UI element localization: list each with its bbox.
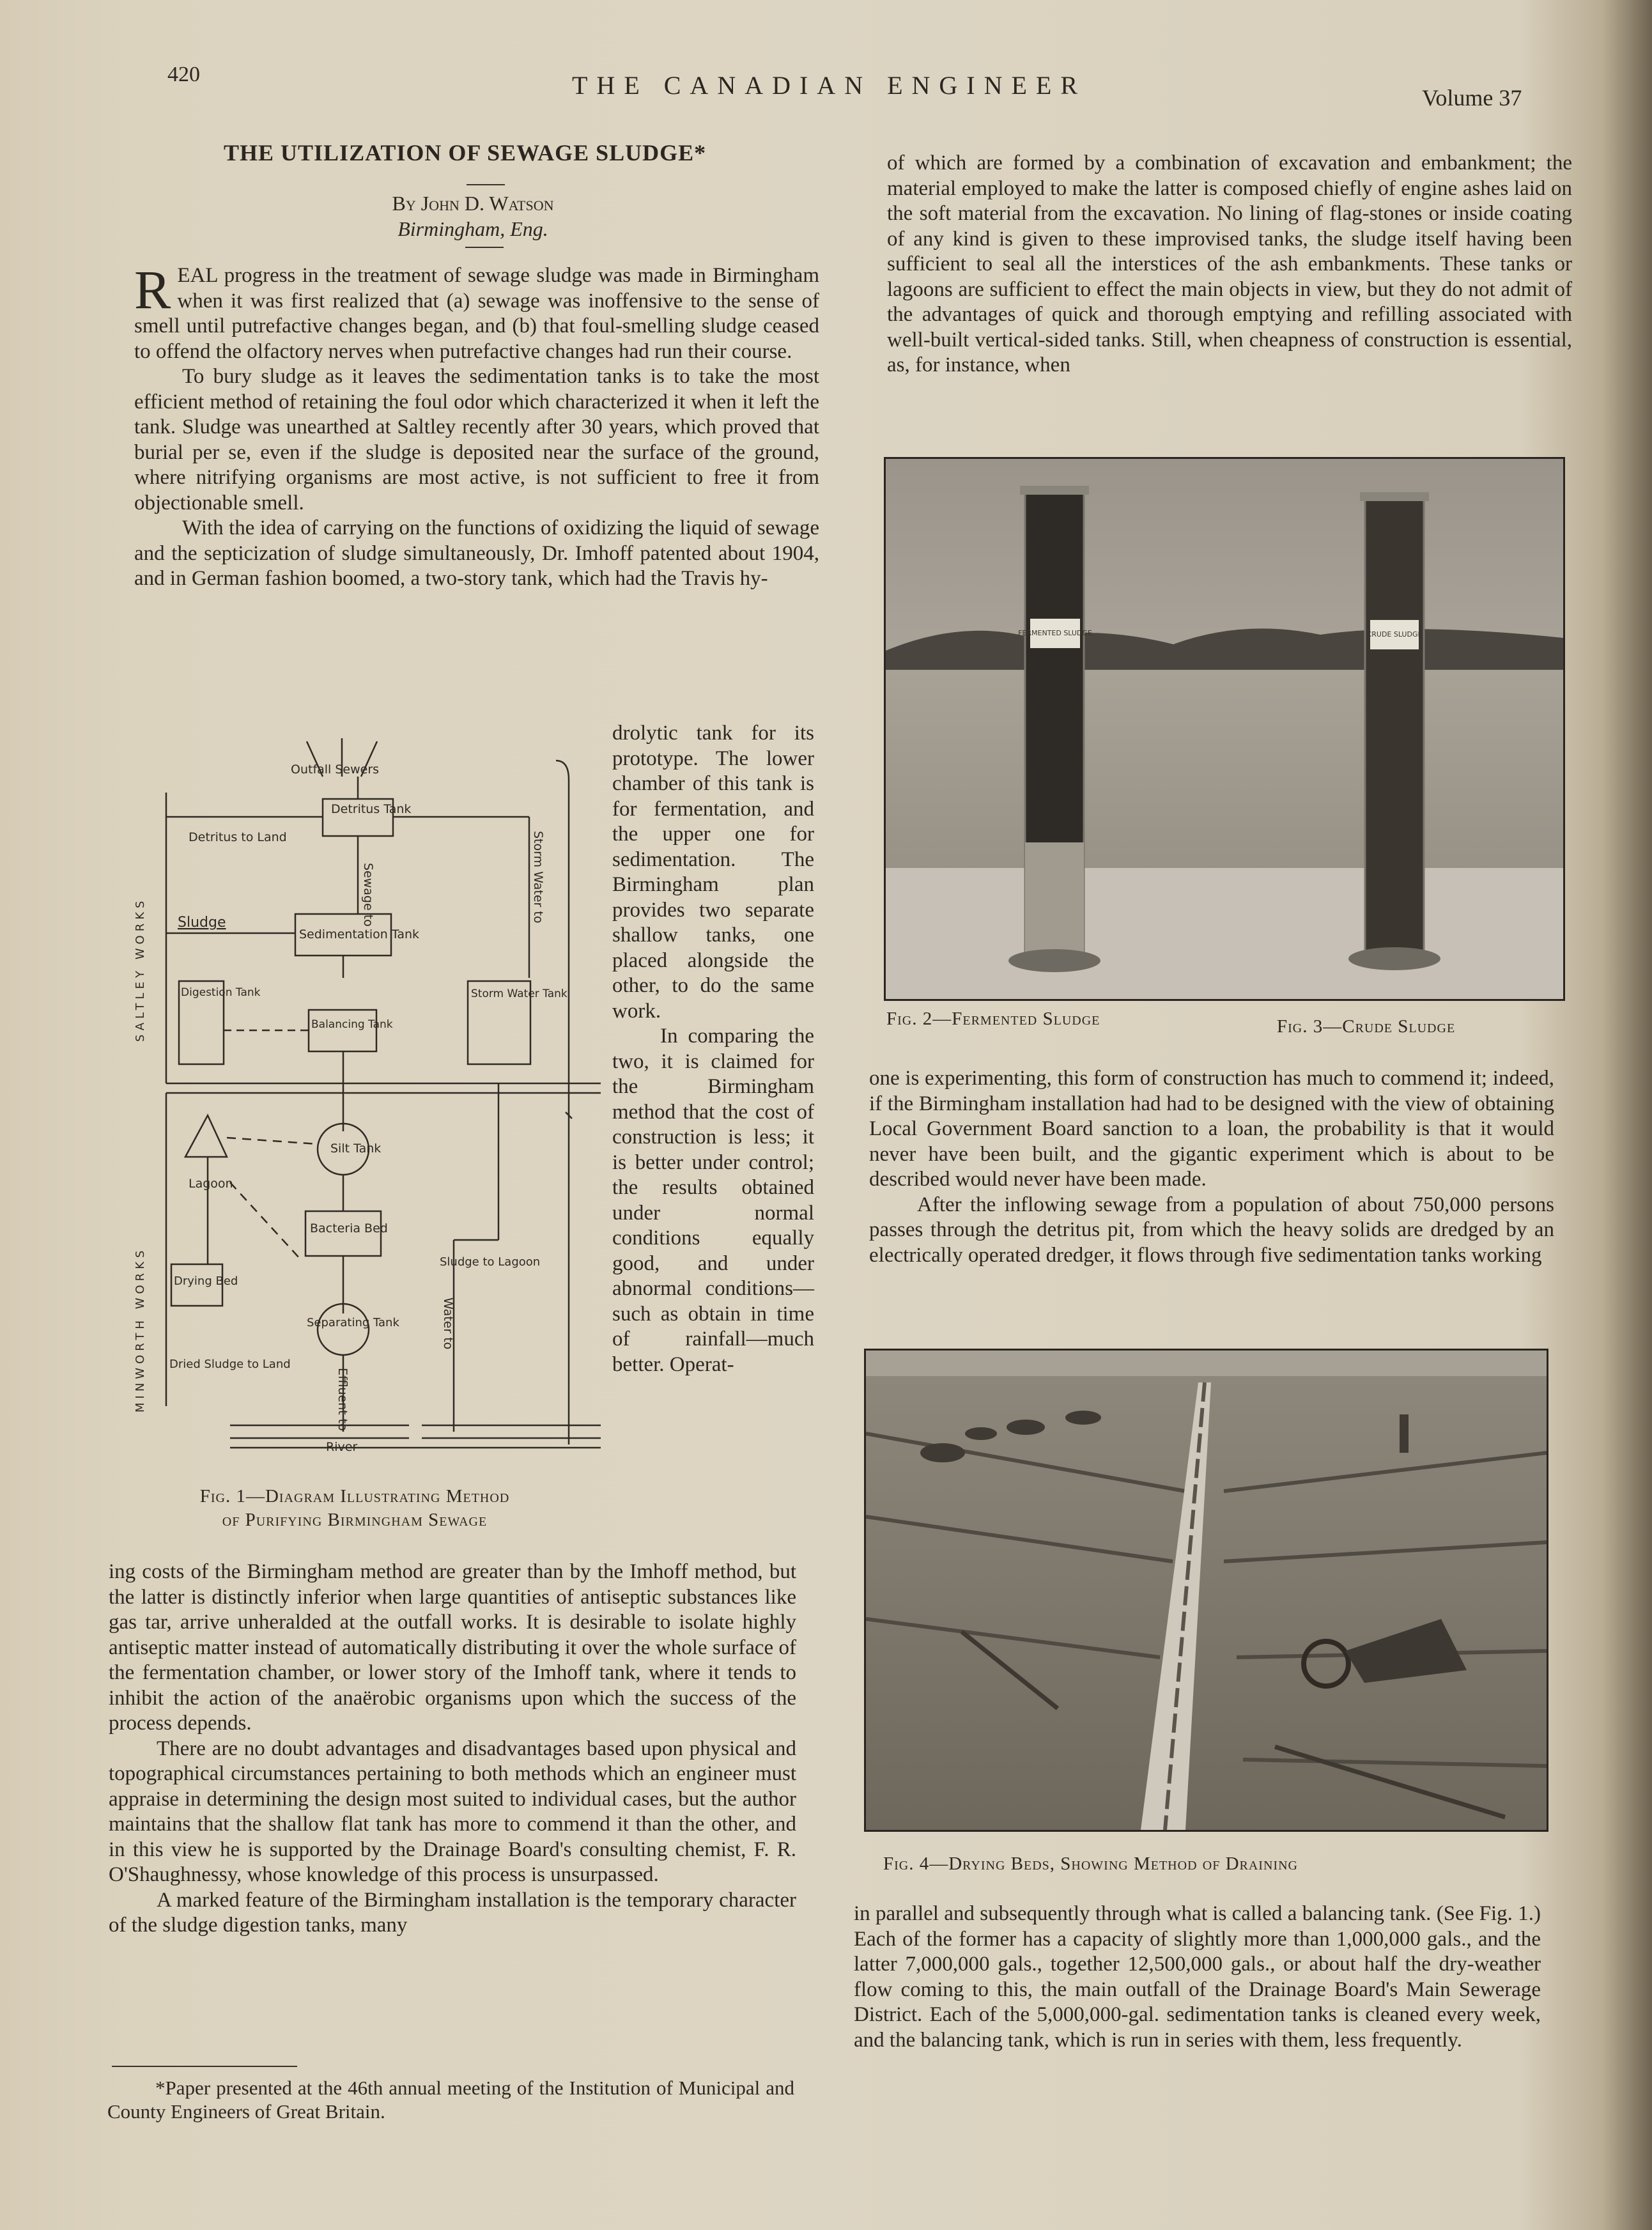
right-column-top <box>887 151 1572 378</box>
right-paragraph-2: one is experimenting, this form of construction has much to commend it; indeed, if the Birmingham installation had had to be designed with the view of obtaining Local Government Board sanction to a loan, the probability is that it would never have been built, and the gigantic experiment which is about to be described would never have been made. <box>869 1067 1554 1191</box>
label-effluent-to: Effluent to <box>336 1368 350 1431</box>
paragraph-2: To bury sludge as it leaves the sedimentation tanks is to take the most efficient method of retaining the foul odor which characterized it when it left the tank. Sludge was unearthed at Saltley recently after 30 years, which proved that burial per se, even if the sludge is deposited near the surface of the ground, where nitrifying organisms are most active, is not sufficient to free it from objectionable smell. <box>134 365 819 515</box>
label-sludge-to-lagoon: Sludge to Lagoon <box>440 1255 541 1269</box>
author-byline: By John D. Watson <box>392 192 554 215</box>
left-column-top <box>134 259 819 592</box>
fig4-caption: Fig. 4—Drying Beds, Showing Method of Draining <box>883 1854 1298 1874</box>
volume-label: Volume 37 <box>1422 85 1522 111</box>
cylinders-illustration <box>886 459 1563 999</box>
label-sludge: Sludge <box>178 915 226 931</box>
paragraph-3-continued: drolytic tank for its prototype. The lower chamber of this tank is for fermentation, and the upper one for sedimentation. The Birmingham plan provides two separate shallow tanks, one placed alongside the other, to do the same work. <box>612 722 814 1023</box>
fig1-caption-line1: Fig. 1—Diagram Illustrating Method <box>199 1486 510 1506</box>
fig2-caption: Fig. 2—Fermented Sludge <box>886 1009 1100 1029</box>
label-bacteria-bed: Bacteria Bed <box>310 1221 388 1235</box>
label-river: River <box>326 1440 358 1454</box>
cylinder-1-label: FERMENTED SLUDGE <box>1018 629 1092 637</box>
author-location: Birmingham, Eng. <box>398 217 548 240</box>
right-paragraph-1: of which are formed by a combination of excavation and embankment; the material employed to make the latter is composed chiefly of engine ashes laid on the soft material from the excavation. No lining of flag-stones or inside coating of any kind is given to these improvised tanks, the sludge itself having been sufficient to seal all the interstices of the ash embankments. These tanks or lagoons are sufficient to effect the main objects in view, but they do not admit of the advantages of quick and thorough emptying and refilling associated with well-built vertical-sided tanks. Still, when cheapness of construction is essential, as, for instance, when <box>887 151 1572 376</box>
label-lagoon: Lagoon <box>189 1177 233 1191</box>
label-sedimentation-tank: Sedimentation Tank <box>299 927 420 941</box>
label-silt-tank: Silt Tank <box>330 1142 382 1156</box>
running-title: THE CANADIAN ENGINEER <box>572 71 1087 100</box>
paragraph-6: A marked feature of the Birmingham installation is the temporary character of the sludge digestion tanks, many <box>109 1888 796 1937</box>
label-outfall-sewers: Outfall Sewers <box>291 763 380 777</box>
label-storm-water-tank: Storm Water Tank <box>471 987 567 1000</box>
byline-divider <box>465 247 504 248</box>
paragraph-4: In comparing the two, it is claimed for the Birmingham method that the cost of construction is less; it is better under control; the results obtained under normal conditions equally good, and under abnormal conditions—such as obtain in time of rainfall—much better. Operat- <box>612 1025 814 1376</box>
footnote-rule <box>112 2066 297 2067</box>
cylinder-2-label: CRUDE SLUDGE <box>1366 630 1423 639</box>
label-minworth-works: MINWORTH WORKS <box>134 1246 147 1413</box>
label-detritus-to-land: Detritus to Land <box>189 830 287 844</box>
label-balancing-tank: Balancing Tank <box>311 1018 393 1031</box>
label-dried-sludge-to-land: Dried Sludge to Land <box>169 1358 291 1371</box>
left-column-bottom <box>109 1560 796 1939</box>
paragraph-5: There are no doubt advantages and disadvantages based upon physical and topographical circumstances pertaining to both methods which an engineer must appraise in determining the design most suited to individual cases, but the author maintains that the shallow flat tank has more to commend it than the other, and in this view he is supported by the Drainage Board's consulting chemist, F. R. O'Shaughnessy, whose knowledge of this process is unsurpassed. <box>109 1737 796 1886</box>
label-saltley-works: SALTLEY WORKS <box>134 897 147 1042</box>
label-drying-bed: Drying Bed <box>174 1274 238 1288</box>
right-column-bottom <box>854 1901 1541 2053</box>
right-column-middle <box>869 1066 1554 1268</box>
label-water-to: Water to <box>441 1297 455 1350</box>
photo-drying-beds <box>864 1349 1548 1832</box>
right-paragraph-4: in parallel and subsequently through what is called a balancing tank. (See Fig. 1.) Each of the former has a capacity of slightly more than 1,000,000 gals., and the latter 7,000,000 gals., together 12,500,000 gals., or about half the dry-weather flow coming to this, the main outfall of the Drainage Board's Main Sewerage District. Each of the 5,000,000-gal. sedimentation tanks is cleaned every week, and the balancing tank, which is run in series with them, less frequently. <box>854 1902 1541 2052</box>
page-number: 420 <box>167 63 200 86</box>
photo-sludge-cylinders <box>884 457 1565 1001</box>
label-storm-water-to: Storm Water to <box>531 831 545 924</box>
label-detritus-tank: Detritus Tank <box>331 802 412 816</box>
right-paragraph-3: After the inflowing sewage from a population of about 750,000 persons passes through the detritus pit, from which the heavy solids are dredged by an electrically operated dredger, it flows through five sedimentation tanks working <box>869 1193 1554 1267</box>
drop-cap: R <box>134 259 171 320</box>
paragraph-1: REAL progress in the treatment of sewage sludge was made in Birmingham when it was first realized that (a) sewage was inoffensive to the sense of smell until putrefactive changes began, and (b) that foul-smelling sludge ceased to offend the olfactory nerves when putrefactive changes had run their course. <box>134 259 819 363</box>
fig3-caption: Fig. 3—Crude Sludge <box>1277 1016 1456 1037</box>
fig1-caption-line2: of Purifying Birmingham Sewage <box>222 1510 488 1530</box>
paragraph-4-continued: ing costs of the Birmingham method are greater than by the Imhoff method, but the latter is distinctly inferior when large quantities of antiseptic substances like gas tar, arrive unheralded at the outfall works. It is desirable to isolate highly antiseptic matter instead of automatically distributing it over the whole surface of the fermentation chamber, or lower story of the Imhoff tank, where it tends to inhibit the action of the anaërobic organisms upon which the success of the process depends. <box>109 1560 796 1735</box>
label-sewage-to: Sewage to <box>361 863 375 927</box>
footnote: *Paper presented at the 46th annual meeting of the Institution of Municipal and County Engineers of Great Britain. <box>107 2077 794 2123</box>
narrow-column <box>612 721 814 1377</box>
label-separating-tank: Separating Tank <box>307 1316 399 1329</box>
article-title: THE UTILIZATION OF SEWAGE SLUDGE* <box>224 140 707 166</box>
drying-beds-illustration <box>866 1351 1547 1830</box>
label-digestion-tank: Digestion Tank <box>181 986 261 999</box>
paragraph-3: With the idea of carrying on the functions of oxidizing the liquid of sewage and the septicization of sludge simultaneously, Dr. Imhoff patented about 1904, and in German fashion boomed, a two-story tank, which had the Travis hy- <box>134 516 819 590</box>
fig1-diagram <box>128 735 601 1483</box>
title-divider <box>467 184 505 185</box>
